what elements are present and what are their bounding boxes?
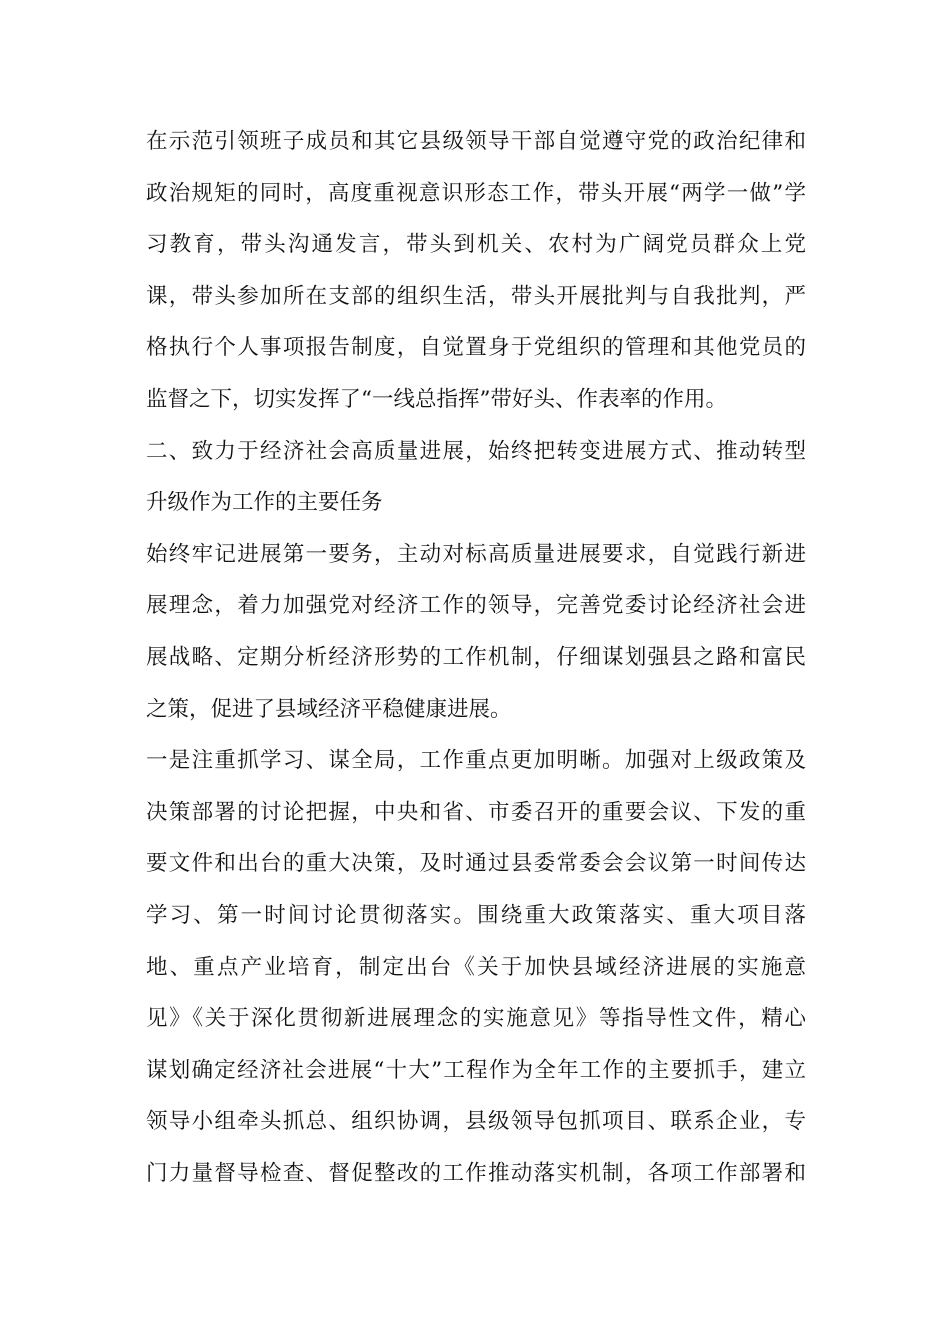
text-line: 学习、第一时间讨论贯彻落实。围绕重大政策落实、重大项目落 [146,902,806,928]
text-line: 领导小组牵头抓总、组织协调，县级领导包抓项目、联系企业，专 [146,1109,806,1135]
text-line: 监督之下，切实发挥了“一线总指挥”带好头、作表率的作用。 [146,386,727,412]
text-line: 见》《关于深化贯彻新进展理念的实施意见》等指导性文件，精心 [146,1006,806,1032]
text-line: 一是注重抓学习、谋全局，工作重点更加明晰。加强对上级政策及 [146,748,806,774]
document-body [146,116,806,1199]
text-line: 展理念，着力加强党对经济工作的领导，完善党委讨论经济社会进 [146,593,806,619]
section-heading-line: 升级作为工作的主要任务 [146,490,383,516]
text-line: 政治规矩的同时，高度重视意识形态工作，带头开展“两学一做”学 [146,180,806,206]
text-line: 之策，促进了县域经济平稳健康进展。 [146,696,512,722]
text-line: 谋划确定经济社会进展“十大”工程作为全年工作的主要抓手，建立 [146,1057,806,1083]
text-line: 展战略、定期分析经济形势的工作机制，仔细谋划强县之路和富民 [146,644,806,670]
section-heading-line: 二、致力于经济社会高质量进展，始终把转变进展方式、推动转型 [146,438,806,464]
text-line: 格执行个人事项报告制度，自觉置身于党组织的管理和其他党员的 [146,335,806,361]
text-line: 习教育，带头沟通发言，带头到机关、农村为广阔党员群众上党 [146,232,806,258]
text-line: 决策部署的讨论把握，中央和省、市委召开的重要会议、下发的重 [146,799,806,825]
text-line: 门力量督导检查、督促整改的工作推动落实机制，各项工作部署和 [146,1160,806,1186]
text-line: 课，带头参加所在支部的组织生活，带头开展批判与自我批判，严 [146,283,806,309]
text-line: 在示范引领班子成员和其它县级领导干部自觉遵守党的政治纪律和 [146,129,806,154]
text-line: 要文件和出台的重大决策，及时通过县委常委会会议第一时间传达 [146,851,806,877]
text-line: 始终牢记进展第一要务，主动对标高质量进展要求，自觉践行新进 [146,541,806,567]
text-line: 地、重点产业培育，制定出台《关于加快县域经济进展的实施意 [146,954,806,980]
